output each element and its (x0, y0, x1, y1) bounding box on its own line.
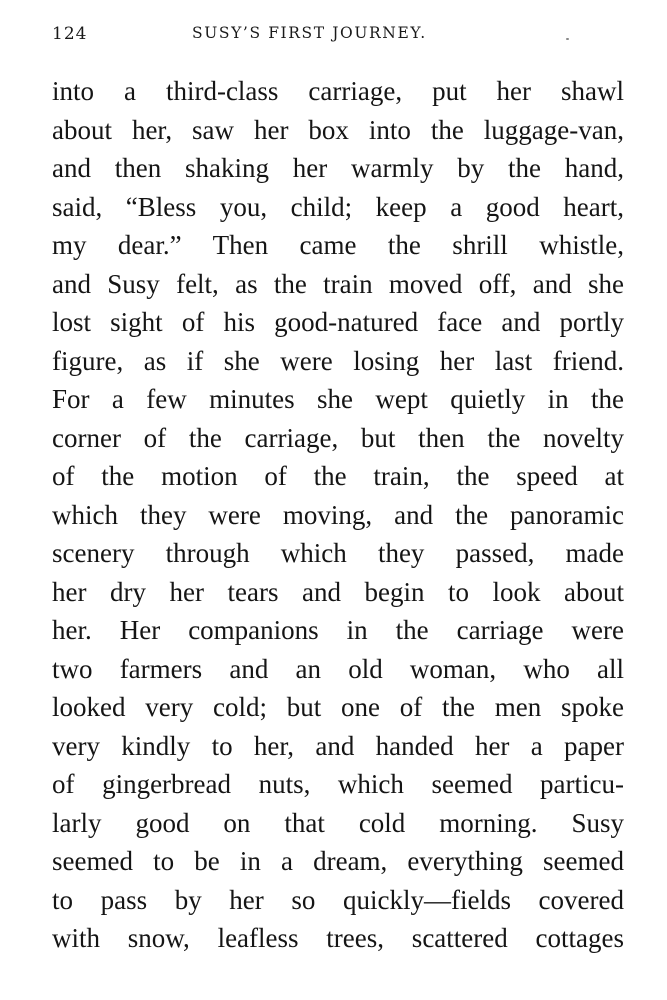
text-line: looked very cold; but one of the men spoke (52, 692, 624, 722)
text-line: and Susy felt, as the train moved off, and she (52, 268, 624, 299)
text-line: which they were moving, and the panoramic (52, 499, 624, 530)
running-header (52, 24, 622, 54)
body-text (52, 72, 624, 958)
print-speck (566, 38, 569, 40)
text-line: corner of the carriage, but then the novelty (52, 422, 624, 453)
text-line: scenery through which they passed, made (52, 538, 624, 568)
text-line: of the motion of the train, the speed at (52, 461, 624, 491)
text-line: about her, saw her box into the luggage-van, (52, 114, 624, 145)
running-title: SUSY’S FIRST JOURNEY. (192, 24, 427, 42)
text-line: larly good on that cold morning. Susy (52, 807, 624, 838)
text-line: very kindly to her, and handed her a paper (52, 730, 624, 761)
text-line: For a few minutes she wept quietly in the (52, 384, 624, 414)
text-line: of gingerbread nuts, which seemed particu- (52, 769, 624, 799)
text-line: her dry her tears and begin to look about (52, 576, 624, 607)
page-number: 124 (52, 24, 88, 44)
text-line: and then shaking her warmly by the hand, (52, 153, 624, 183)
text-line: to pass by her so quickly—fields covered (52, 884, 624, 915)
text-line: figure, as if she were losing her last friend. (52, 345, 624, 376)
text-line: two farmers and an old woman, who all (52, 653, 624, 684)
text-line: lost sight of his good-natured face and portly (52, 307, 624, 337)
text-line: said, “Bless you, child; keep a good heart, (52, 191, 624, 222)
text-line: into a third-class carriage, put her shawl (52, 76, 624, 106)
text-line: seemed to be in a dream, everything seemed (52, 846, 624, 876)
text-line: my dear.” Then came the shrill whistle, (52, 230, 624, 260)
text-line: with snow, leafless trees, scattered cottages (52, 923, 624, 953)
text-line: her. Her companions in the carriage were (52, 615, 624, 645)
